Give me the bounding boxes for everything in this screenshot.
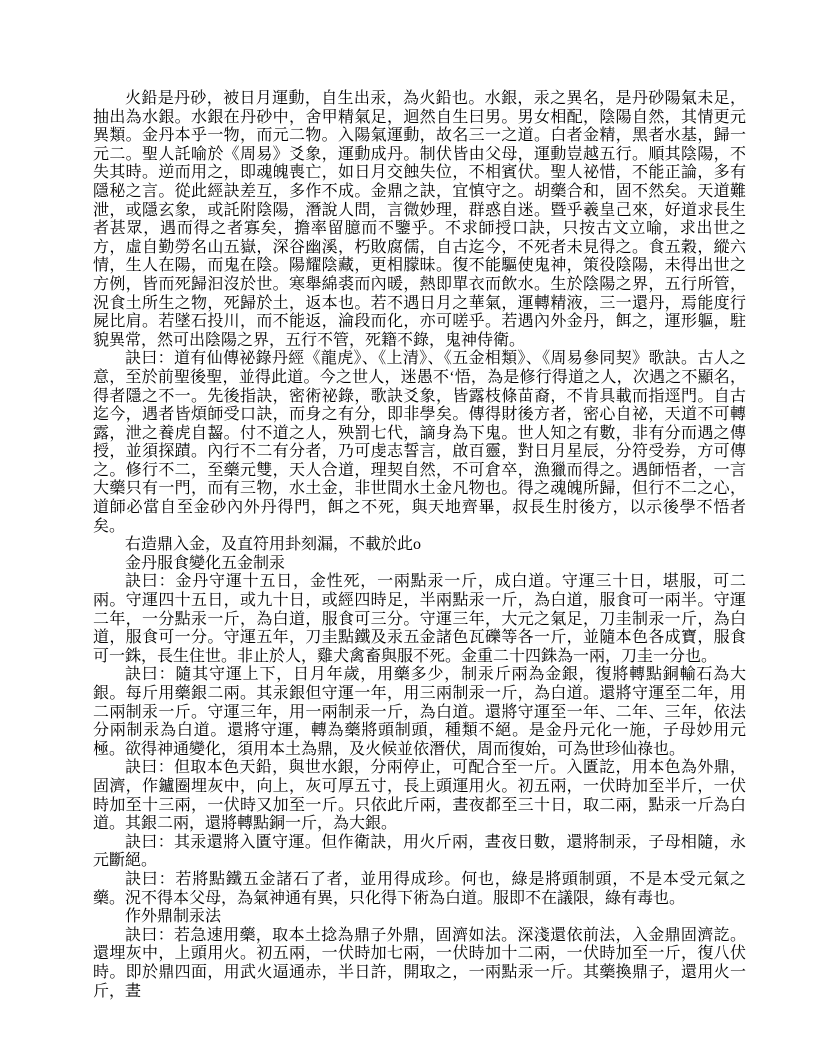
paragraph-jue-1: 訣曰：道有仙傳祕錄丹經《龍虎》、《上清》、《五金相類》、《周易參同契》歌訣。古人之意，至於前聖後聖，並得此道。今之世人，迷愚不‘悟，為是修行得道之人，次遇之不顯名，得者隱之不一。先後指訣，密術祕錄，歌訣爻象，皆露枝條苗裔，不肯具載而指逕門。自古迄今，遇者皆煩師受口訣，而身之有分，即非學矣。傳得財後方者，密心自祕，天道不可轉露，泄之養虎自齧。付不道之人，殃罰七代，謫身為下鬼。世人知之有數，非有分而遇之傳授，並須探蹟。內行不二有分者，乃可虔志誓言，啟百靈，對日月星辰，分符受券，方可傳之。修行不二，至藥元雙，天人合道，理契自然，不可倉卒，漁獵而得之。遇師悟者，一言大藥只有一門，而有三物，水土金，非世間水土金凡物也。得之魂魄所歸，但行不二之心，道師必當自至金砂內外丹得門，餌之不死，與天地齊畢，叔長生肘後方，以示後學不悟者矣。 <box>93 350 746 535</box>
paragraph-jue-2: 訣曰：金丹守運十五日，金性死，一兩點汞一斤，成白道。守運三十日，堪服，可二兩。守運四十五日，或九十日，或經四時足，半兩點汞一斤，為白道，服食可一兩半。守運二年，一分點汞一斤，為白道，服食可三分。守運三年，大元之氣足，刀圭制汞一斤，為白道，服食可一分。守運五年，刀圭點鐵及汞五金諸色瓦礫等各一斤，並隨本色各成寶，服食可一銖，長生住世。非止於人，雞犬禽畜與服不死。金重二十四銖為一兩，刀圭一分也。 <box>93 573 746 665</box>
document-text <box>93 90 746 1001</box>
section-heading-waiding: 作外鼎制汞法 <box>125 908 222 926</box>
paragraph-jue-7: 訣曰：若急速用藥，取本土捻為鼎子外鼎，固濟如法。深淺還依前法，入金鼎固濟訖。還埋灰中，上頭用火。初五兩，一伏時加七兩，一伏時加十二兩，一伏時加至一斤，復八伏時。即於鼎四面，用武火逼通赤，半日許，開取之，一兩點汞一斤。其藥換鼎子，還用火一斤，晝 <box>93 926 746 1000</box>
section-heading-wujin-zhigong: 金丹服食變化五金制汞 <box>125 554 286 572</box>
paragraph-intro: 火鉛是丹砂，被日月運動，自生出汞，為火鉛也。水銀，汞之異名，是丹砂陽氣未足，抽出為水銀。水銀在丹砂中，舍甲精氣足，迴然自生曰男。男女相配，陰陽自然，其情更元異類。金丹本乎一物，而元二物。入陽氣運動，故名三一之道。白者金精，黑者水基，歸一元二。聖人託喻於《周易》爻象，運動成丹。制伏皆由父母，運動豈越五行。順其陰陽，不失其時。逆而用之，即魂魄喪亡，如日月交蝕失位，不相賓伏。聖人祕惜，不能正論，多有隱秘之言。從此經訣差互，多作不成。金鼎之訣，宜慎守之。胡藥合和，固不然矣。天道難泄，或隱玄象，或託附陰陽，潛說人問，言微妙理，群惑自迷。暨乎羲皇己來，好道求長生者甚眾，遇而得之者寡矣，擔率留臆而不鑒乎。不求師授口訣，只按古文立喻，求出世之方，虛自勤勞名山五嶽，深谷幽溪，朽敗腐儒，自古迄今，不死者未見得之。食五穀，縱六情，生人在陽，而鬼在陰。陽耀陰藏，更相朦昧。復不能驅使鬼神，策役陰陽，未得出世之方例，皆而死歸汩沒於世。寒舉綿裘而內暖，熱即單衣而飲水。生於陰陽之界，五行所管，況食土所生之物，死歸於土，返本也。若不遇日月之華氣，運轉精液，三一還丹，焉能度行屍比肩。若墜石投川，而不能返，淪段而化，亦可嗟乎。若遇內外金丹，餌之，運形軀，駐貌異常，然可出陰陽之界，五行不管，死籍不錄，鬼神侍衛。 <box>93 90 746 349</box>
paragraph-jue-4: 訣曰：但取本色天鉛，與世水銀，分兩停止，可配合至一斤。入匱訖，用本色為外鼎，固濟，作鑪圈埋灰中，向上，灰可厚五寸，長上頭運用火。初五兩，一伏時加至半斤，一伏時加至十三兩，一伏時又加至一斤。只依此斤兩，晝夜都至三十日，取二兩，點汞一斤為白道。其銀二兩，還將轉點銅一斤，為大銀。 <box>93 759 746 833</box>
paragraph-jue-6: 訣曰：若將點鐵五金諸石了者，並用得成珍。何也，綠是將頭制頭，不是本受元氣之藥。況不得本父母，為氣神通有異，只化得下術為白道。服即不在議限，綠有毒也。 <box>93 870 746 907</box>
paragraph-jue-3: 訣曰：隨其守運上下，日月年歲，用藥多少，制汞斤兩為金銀，復將轉點銅輸石為大銀。每斤用藥銀二兩。其汞銀但守運一年，用三兩制汞一斤，為白道。還將守運至二年，用二兩制汞一斤。守運三年，用一兩制汞一斤，為白道。還將守運至一年、二年、三年，依法分兩制汞為白道。還將守運，轉為藥將頭制頭，種類不絕。是金丹元化一施，子母妙用元極。欲得神通變化，須用本土為鼎，及火候並依潛伏，周而復始，可為世珍仙祿也。 <box>93 666 746 758</box>
paragraph-note: 右造鼎入金，及直符用卦刻漏，不載於此o <box>125 536 422 554</box>
paragraph-jue-5: 訣曰：其汞還將入匱守運。但作衛訣，用火斤兩，晝夜日數，還將制汞，子母相隨，永元斷絕。 <box>93 833 746 870</box>
